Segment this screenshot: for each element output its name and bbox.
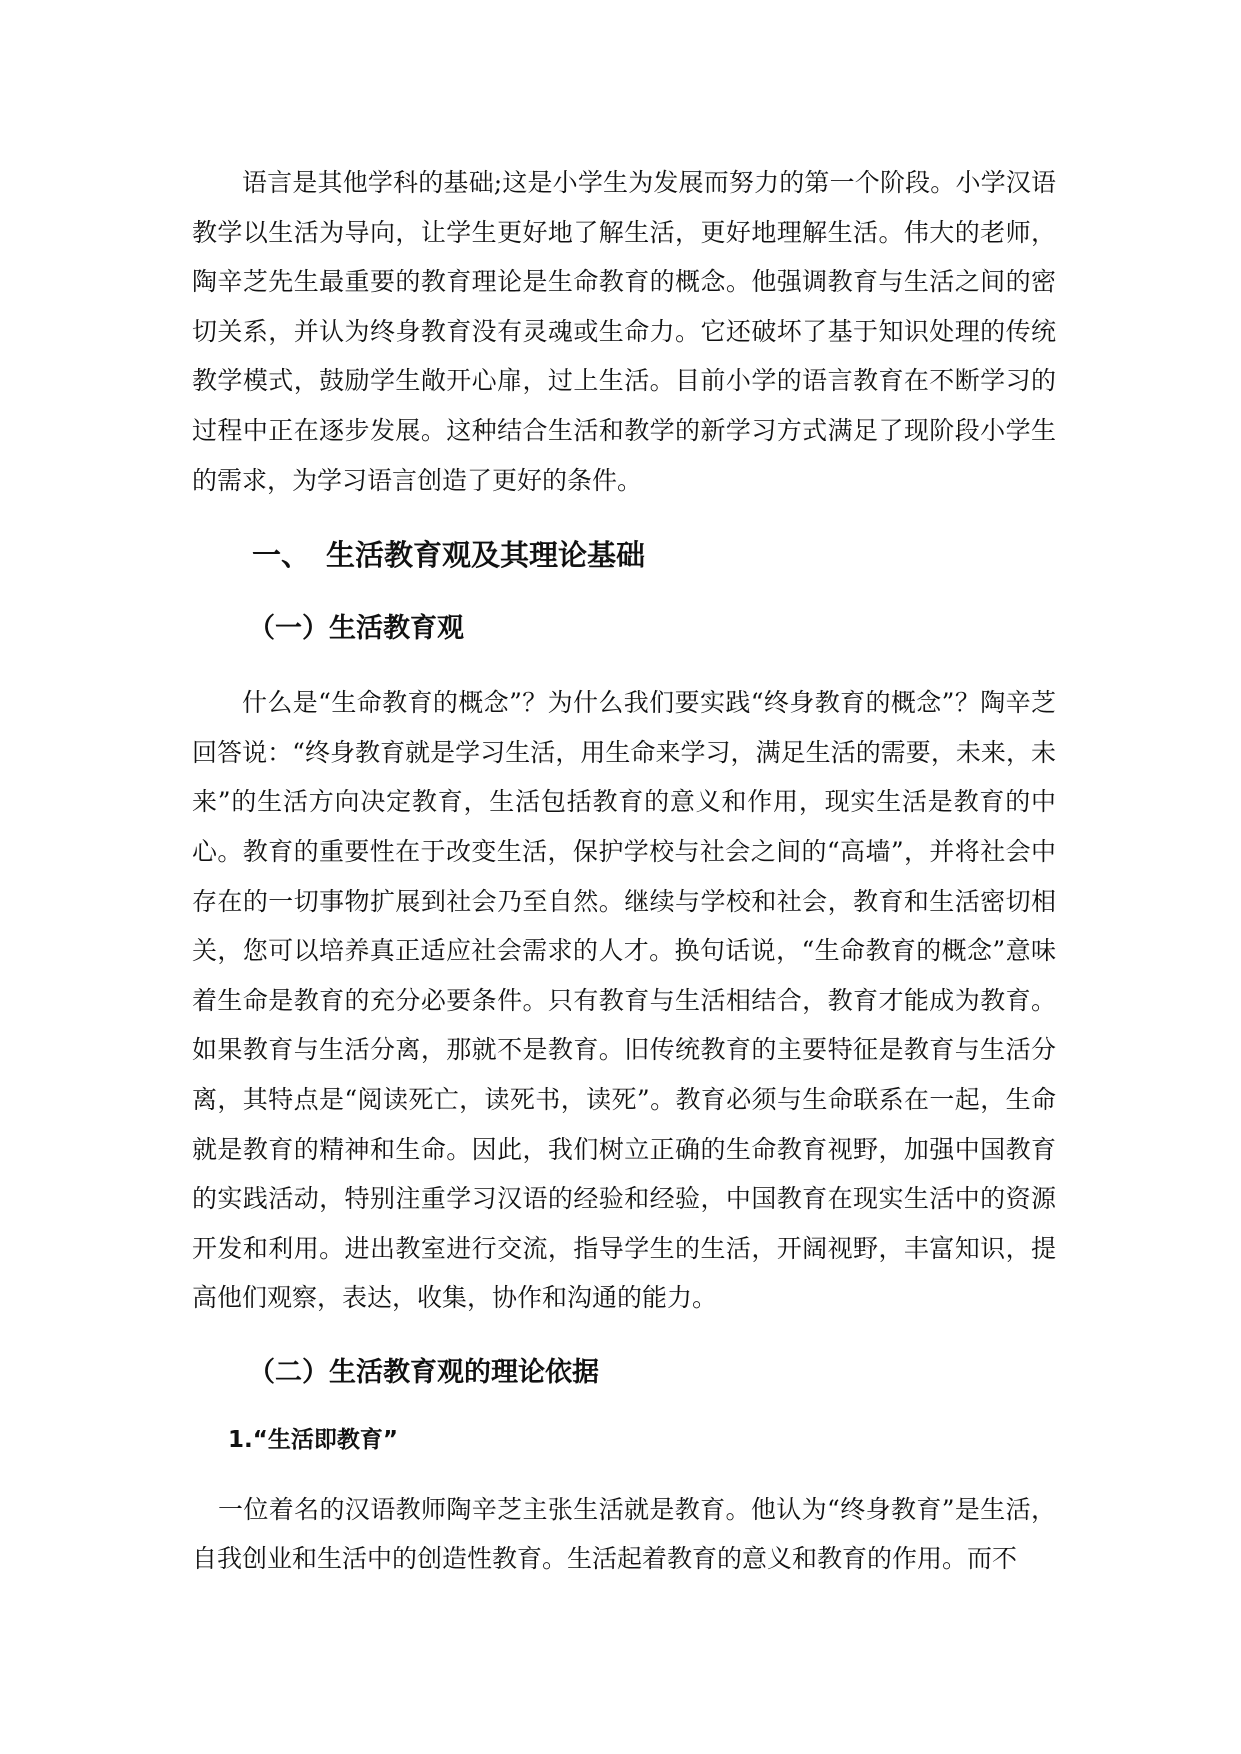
subsection-1-paragraph: 什么是“生命教育的概念”？为什么我们要实践“终身教育的概念”？陶辛芝回答说：“终身教育就是学习生活，用生命来学习，满足生活的需要，未来，未来”的生活方向决定教育，生活包括教育的意义和作用，现实生活是教育的中心。教育的重要性在于改变生活，保护学校与社会之间的“高墙”，并将社会中存在的一切事物扩展到社会乃至自然。继续与学校和社会，教育和生活密切相关，您可以培养真正适应社会需求的人才。换句话说，“生命教育的概念”意味着生命是教育的充分必要条件。只有教育与生活相结合，教育才能成为教育。如果教育与生活分离，那就不是教育。旧传统教育的主要特征是教育与生活分离，其特点是“阅读死亡，读死书，读死”。教育必须与生命联系在一起，生命就是教育的精神和生命。因此，我们树立正确的生命教育视野，加强中国教育的实践活动，特别注重学习汉语的经验和经验，中国教育在现实生活中的资源开发和利用。进出教室进行交流，指导学生的生活，开阔视野，丰富知识，提高他们观察，表达，收集，协作和沟通的能力。 <box>192 688 1056 1313</box>
subsection-heading-2: （二）生活教育观的理论依据 <box>248 1356 599 1388</box>
subsection-heading-1: （一）生活教育观 <box>248 613 464 645</box>
item-heading-1: 1.“生活即教育” <box>228 1426 398 1453</box>
section-title: 生活教育观及其理论基础 <box>326 538 646 573</box>
intro-paragraph: 语言是其他学科的基础;这是小学生为发展而努力的第一个阶段。小学汉语教学以生活为导向，让学生更好地了解生活，更好地理解生活。伟大的老师，陶辛芝先生最重要的教育理论是生命教育的概念。他强调教育与生活之间的密切关系，并认为终身教育没有灵魂或生命力。它还破坏了基于知识处理的传统教学模式，鼓励学生敞开心扉，过上生活。目前小学的语言教育在不断学习的过程中正在逐步发展。这种结合生活和教学的新学习方式满足了现阶段小学生的需求，为学习语言创造了更好的条件。 <box>192 168 1056 495</box>
section-heading-1 <box>192 535 1056 575</box>
section-number: 一、 <box>252 538 311 573</box>
document-body <box>192 158 1056 1584</box>
item-1-paragraph: 一位着名的汉语教师陶辛芝主张生活就是教育。他认为“终身教育”是生活，自我创业和生活中的创造性教育。生活起着教育的意义和教育的作用。而不 <box>192 1494 1056 1574</box>
